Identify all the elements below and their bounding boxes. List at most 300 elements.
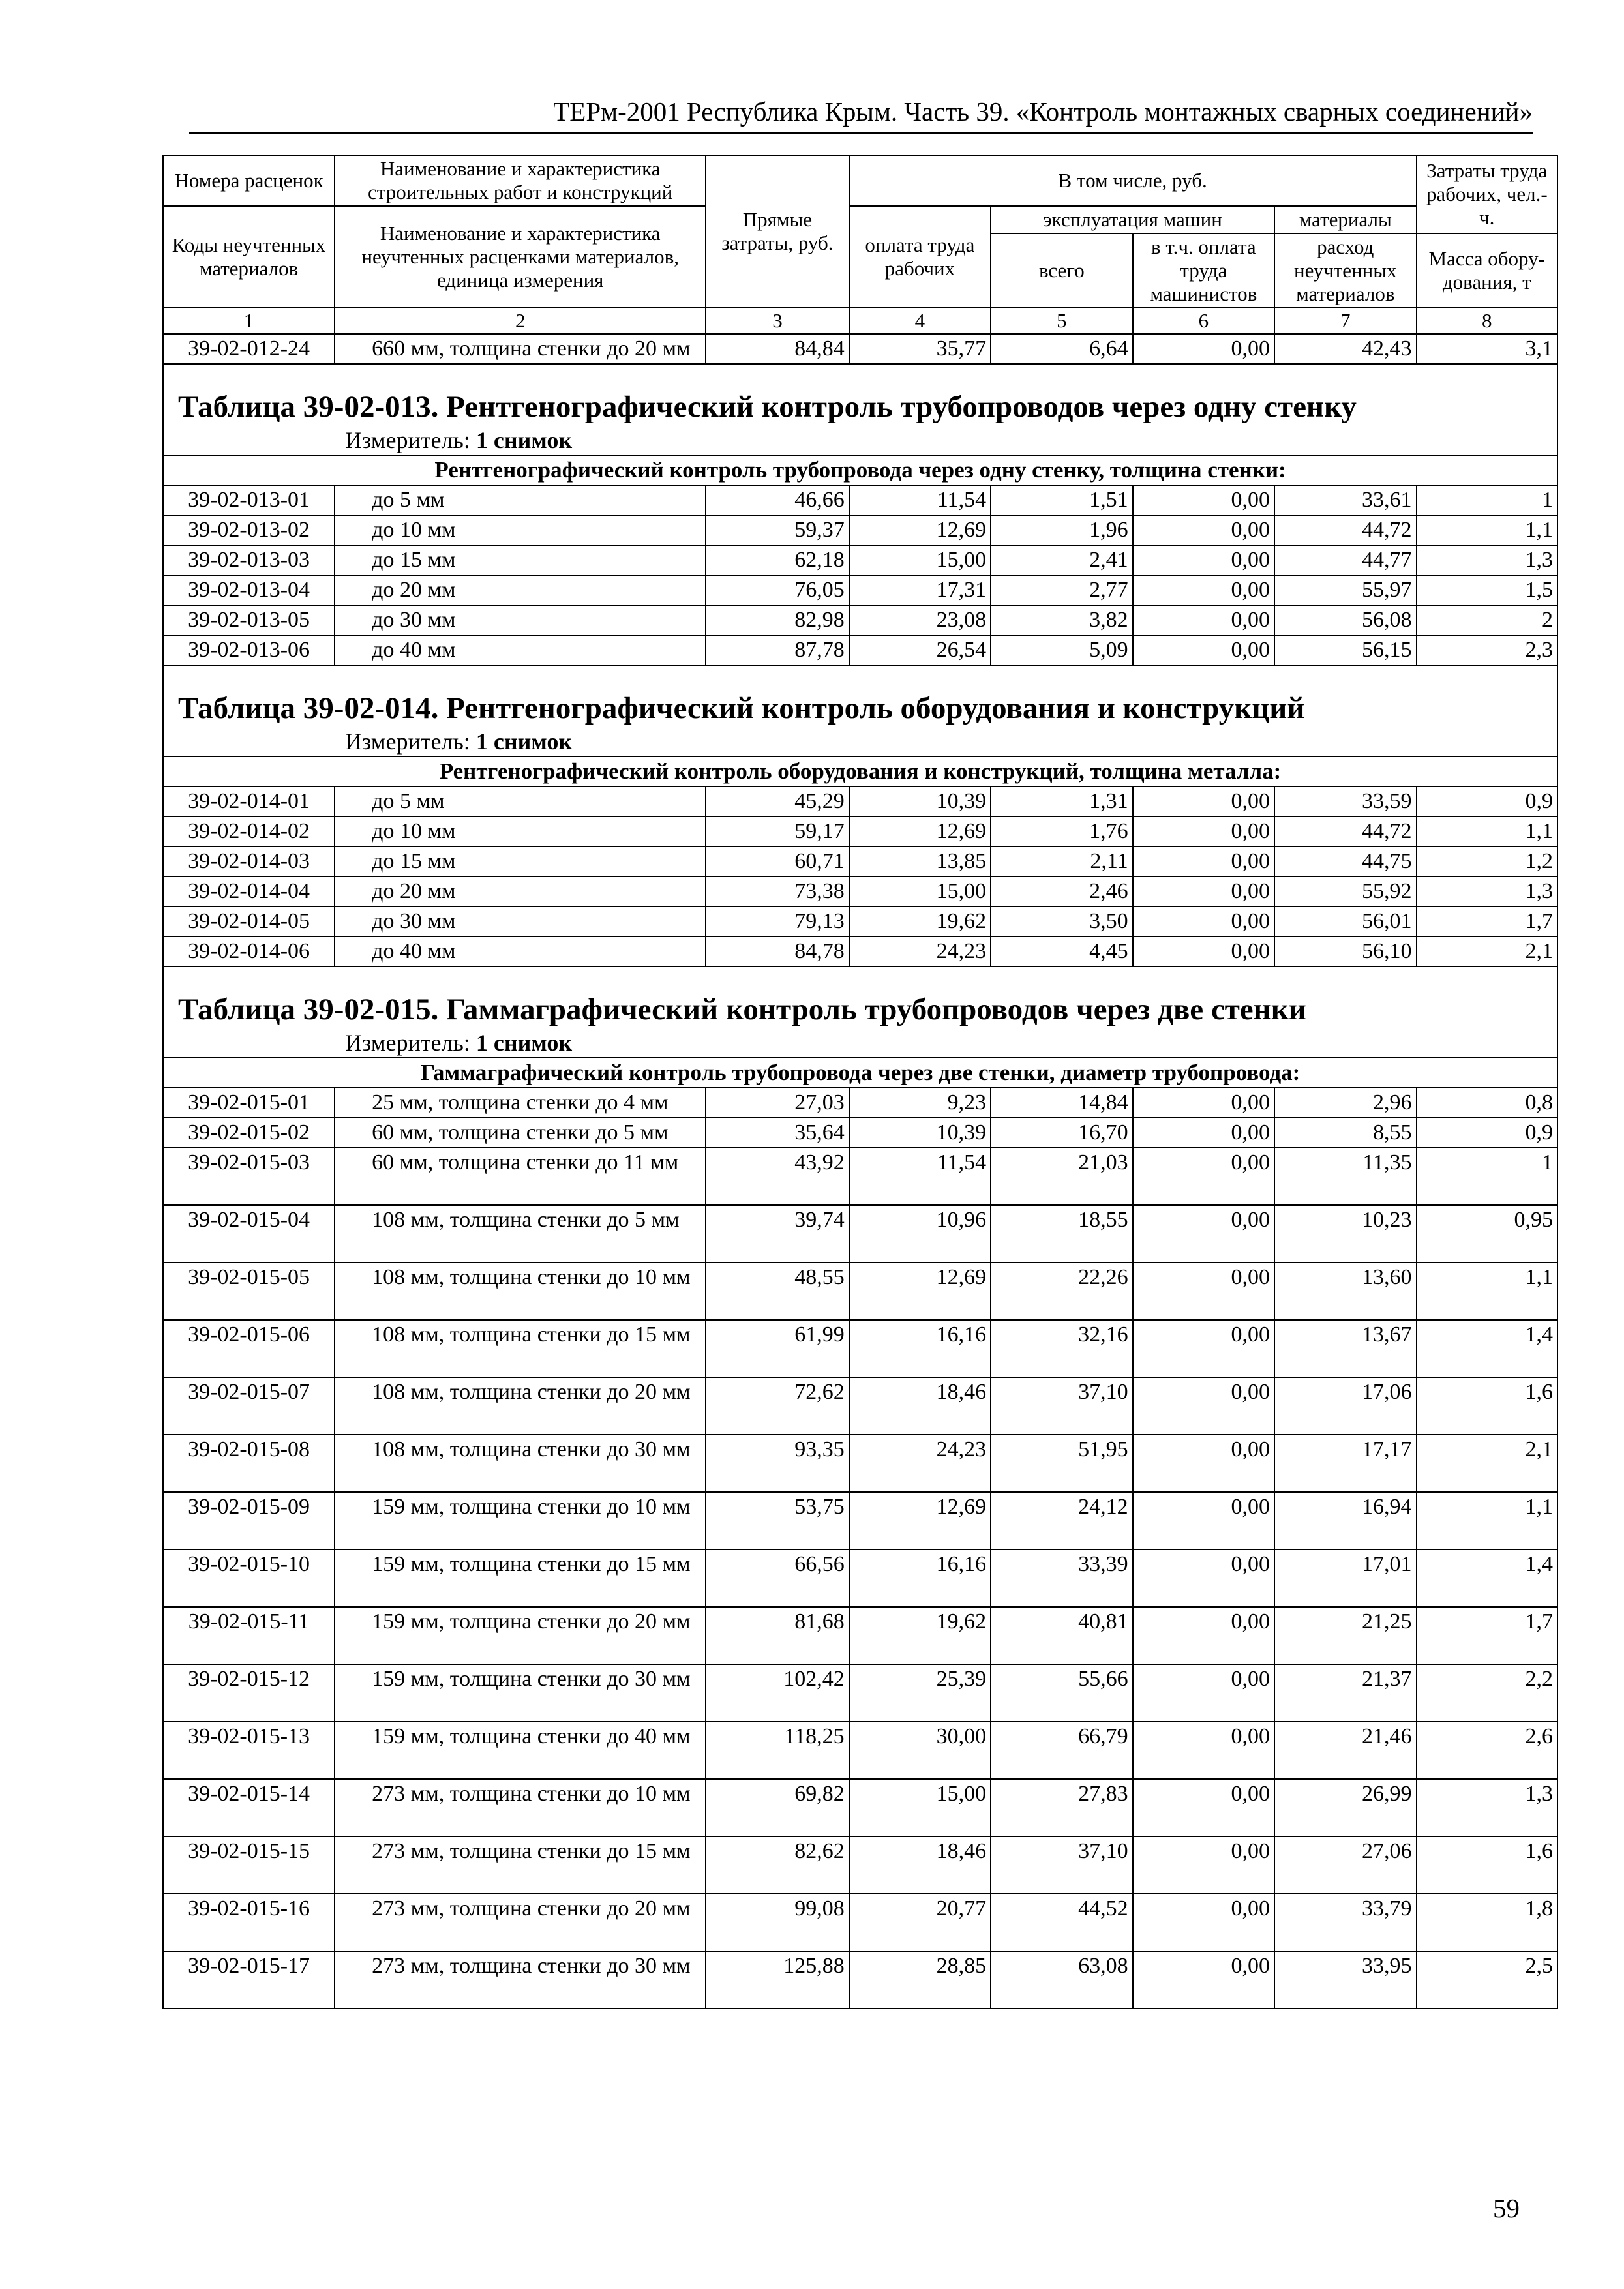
rate-name: 660 мм, толщина стенки до 20 мм <box>335 334 706 364</box>
direct-cost: 84,84 <box>706 334 849 364</box>
table-row <box>163 1549 1557 1607</box>
direct-cost: 48,55 <box>706 1263 849 1320</box>
table-row <box>163 1263 1557 1320</box>
machines-total: 33,39 <box>991 1549 1132 1607</box>
col-num: 5 <box>991 308 1132 334</box>
table-row <box>163 1320 1557 1377</box>
labor-pay: 13,85 <box>849 846 991 876</box>
labor-hours: 1 <box>1417 485 1557 515</box>
materials: 2,96 <box>1274 1088 1416 1118</box>
labor-hours: 2 <box>1417 605 1557 635</box>
machines-operators: 0,00 <box>1133 1664 1274 1722</box>
labor-hours: 2,1 <box>1417 1435 1557 1492</box>
machines-operators: 0,00 <box>1133 876 1274 906</box>
materials: 17,01 <box>1274 1549 1416 1607</box>
labor-hours: 2,2 <box>1417 1664 1557 1722</box>
section-title-row <box>163 985 1557 1028</box>
col-materials: материалы <box>1274 206 1416 233</box>
materials: 44,77 <box>1274 545 1416 575</box>
machines-operators: 0,00 <box>1133 1722 1274 1779</box>
labor-hours: 1,8 <box>1417 1894 1557 1951</box>
rate-code: 39-02-013-04 <box>163 575 335 605</box>
materials: 27,06 <box>1274 1836 1416 1894</box>
table-row <box>163 1205 1557 1263</box>
table-row <box>163 605 1557 635</box>
direct-cost: 99,08 <box>706 1894 849 1951</box>
machines-operators: 0,00 <box>1133 1435 1274 1492</box>
machines-total: 22,26 <box>991 1263 1132 1320</box>
page-number: 59 <box>1493 2193 1520 2223</box>
rate-code: 39-02-014-06 <box>163 936 335 966</box>
machines-total: 1,96 <box>991 515 1132 545</box>
col-name-top: Наименование и характеристика строительных работ и конструкций <box>335 155 706 206</box>
rate-name: 159 мм, толщина стенки до 20 мм <box>335 1607 706 1664</box>
machines-total: 27,83 <box>991 1779 1132 1836</box>
direct-cost: 118,25 <box>706 1722 849 1779</box>
measure-cell <box>163 1028 1557 1058</box>
labor-pay: 10,96 <box>849 1205 991 1263</box>
direct-cost: 76,05 <box>706 575 849 605</box>
materials: 21,37 <box>1274 1664 1416 1722</box>
table-row <box>163 1722 1557 1779</box>
machines-total: 40,81 <box>991 1607 1132 1664</box>
labor-pay: 17,31 <box>849 575 991 605</box>
table-row <box>163 846 1557 876</box>
table-row <box>163 545 1557 575</box>
rate-code: 39-02-014-05 <box>163 906 335 936</box>
col-name-bottom: Наименование и характеристика неучтенных расценками материалов, единица измерения <box>335 206 706 308</box>
labor-hours: 1,4 <box>1417 1549 1557 1607</box>
labor-pay: 15,00 <box>849 545 991 575</box>
section-title-row <box>163 684 1557 727</box>
rate-name: 273 мм, толщина стенки до 30 мм <box>335 1951 706 2009</box>
labor-hours: 2,6 <box>1417 1722 1557 1779</box>
machines-operators: 0,00 <box>1133 334 1274 364</box>
col-labor-pay: оплата труда рабочих <box>849 206 991 308</box>
labor-pay: 18,46 <box>849 1377 991 1435</box>
labor-pay: 10,39 <box>849 786 991 816</box>
rate-name: 273 мм, толщина стенки до 15 мм <box>335 1836 706 1894</box>
section-subtitle: Гаммаграфический контроль трубопровода через две стенки, диаметр трубопровода: <box>163 1058 1557 1088</box>
column-numbers-row <box>163 308 1557 334</box>
materials: 56,15 <box>1274 635 1416 665</box>
machines-total: 2,46 <box>991 876 1132 906</box>
table-row <box>163 485 1557 515</box>
materials: 8,55 <box>1274 1118 1416 1148</box>
direct-cost: 53,75 <box>706 1492 849 1549</box>
measure-cell <box>163 426 1557 455</box>
machines-operators: 0,00 <box>1133 1779 1274 1836</box>
machines-operators: 0,00 <box>1133 1205 1274 1263</box>
labor-hours: 1,3 <box>1417 545 1557 575</box>
rate-name: 273 мм, толщина стенки до 10 мм <box>335 1779 706 1836</box>
machines-total: 24,12 <box>991 1492 1132 1549</box>
rate-name: до 40 мм <box>335 635 706 665</box>
direct-cost: 45,29 <box>706 786 849 816</box>
rate-name: до 5 мм <box>335 786 706 816</box>
direct-cost: 102,42 <box>706 1664 849 1722</box>
labor-hours: 0,9 <box>1417 786 1557 816</box>
machines-operators: 0,00 <box>1133 515 1274 545</box>
labor-pay: 11,54 <box>849 485 991 515</box>
rate-code: 39-02-015-04 <box>163 1205 335 1263</box>
rate-name: 108 мм, толщина стенки до 10 мм <box>335 1263 706 1320</box>
rate-name: 108 мм, толщина стенки до 5 мм <box>335 1205 706 1263</box>
direct-cost: 61,99 <box>706 1320 849 1377</box>
rate-code: 39-02-015-03 <box>163 1148 335 1205</box>
machines-operators: 0,00 <box>1133 846 1274 876</box>
direct-cost: 93,35 <box>706 1435 849 1492</box>
materials: 11,35 <box>1274 1148 1416 1205</box>
materials: 17,17 <box>1274 1435 1416 1492</box>
rate-code: 39-02-015-12 <box>163 1664 335 1722</box>
machines-total: 5,09 <box>991 635 1132 665</box>
machines-operators: 0,00 <box>1133 1118 1274 1148</box>
materials: 33,95 <box>1274 1951 1416 2009</box>
materials: 10,23 <box>1274 1205 1416 1263</box>
col-num: 4 <box>849 308 991 334</box>
labor-hours: 0,9 <box>1417 1118 1557 1148</box>
gap-cell <box>163 966 1557 985</box>
materials: 56,01 <box>1274 906 1416 936</box>
machines-operators: 0,00 <box>1133 605 1274 635</box>
labor-pay: 12,69 <box>849 816 991 846</box>
labor-hours: 2,5 <box>1417 1951 1557 2009</box>
machines-operators: 0,00 <box>1133 936 1274 966</box>
measure-row <box>163 1028 1557 1058</box>
materials: 13,60 <box>1274 1263 1416 1320</box>
machines-total: 44,52 <box>991 1894 1132 1951</box>
labor-hours: 1,2 <box>1417 846 1557 876</box>
rate-code: 39-02-015-14 <box>163 1779 335 1836</box>
col-mass: Масса обору-дования, т <box>1417 233 1557 308</box>
direct-cost: 82,62 <box>706 1836 849 1894</box>
direct-cost: 39,74 <box>706 1205 849 1263</box>
labor-pay: 26,54 <box>849 635 991 665</box>
direct-cost: 27,03 <box>706 1088 849 1118</box>
machines-operators: 0,00 <box>1133 635 1274 665</box>
machines-total: 55,66 <box>991 1664 1132 1722</box>
labor-pay: 12,69 <box>849 515 991 545</box>
rate-name: 25 мм, толщина стенки до 4 мм <box>335 1088 706 1118</box>
rate-name: до 10 мм <box>335 515 706 545</box>
rate-code: 39-02-015-05 <box>163 1263 335 1320</box>
materials: 13,67 <box>1274 1320 1416 1377</box>
materials: 33,61 <box>1274 485 1416 515</box>
labor-pay: 24,23 <box>849 936 991 966</box>
labor-hours: 1,7 <box>1417 1607 1557 1664</box>
rate-name: 159 мм, толщина стенки до 10 мм <box>335 1492 706 1549</box>
table-row <box>163 1435 1557 1492</box>
rates-table <box>162 155 1558 2009</box>
col-direct: Прямые затраты, руб. <box>706 155 849 308</box>
rate-name: 60 мм, толщина стенки до 5 мм <box>335 1118 706 1148</box>
materials: 26,99 <box>1274 1779 1416 1836</box>
section-title: Таблица 39-02-014. Рентгенографический контроль оборудования и конструкций <box>163 684 1557 727</box>
table-row <box>163 1377 1557 1435</box>
machines-total: 18,55 <box>991 1205 1132 1263</box>
machines-operators: 0,00 <box>1133 816 1274 846</box>
labor-hours: 1,1 <box>1417 816 1557 846</box>
labor-hours: 1,6 <box>1417 1377 1557 1435</box>
labor-hours: 2,1 <box>1417 936 1557 966</box>
rate-code: 39-02-015-06 <box>163 1320 335 1377</box>
labor-pay: 19,62 <box>849 1607 991 1664</box>
rate-code: 39-02-015-08 <box>163 1435 335 1492</box>
labor-pay: 15,00 <box>849 1779 991 1836</box>
labor-hours: 1,6 <box>1417 1836 1557 1894</box>
materials: 56,10 <box>1274 936 1416 966</box>
col-num: 8 <box>1417 308 1557 334</box>
machines-operators: 0,00 <box>1133 575 1274 605</box>
section-subtitle-row <box>163 1058 1557 1088</box>
col-num: 2 <box>335 308 706 334</box>
rate-code: 39-02-015-16 <box>163 1894 335 1951</box>
machines-total: 37,10 <box>991 1377 1132 1435</box>
section-gap <box>163 364 1557 383</box>
rate-name: до 30 мм <box>335 906 706 936</box>
labor-pay: 35,77 <box>849 334 991 364</box>
labor-pay: 19,62 <box>849 906 991 936</box>
rate-name: до 15 мм <box>335 846 706 876</box>
direct-cost: 60,71 <box>706 846 849 876</box>
machines-operators: 0,00 <box>1133 1951 1274 2009</box>
machines-operators: 0,00 <box>1133 1549 1274 1607</box>
machines-total: 16,70 <box>991 1118 1132 1148</box>
section-title-row <box>163 383 1557 426</box>
table-row <box>163 635 1557 665</box>
rate-code: 39-02-015-11 <box>163 1607 335 1664</box>
machines-operators: 0,00 <box>1133 906 1274 936</box>
machines-operators: 0,00 <box>1133 1836 1274 1894</box>
col-code-top: Номера расценок <box>163 155 335 206</box>
section-subtitle-row <box>163 756 1557 786</box>
materials: 55,97 <box>1274 575 1416 605</box>
table-row <box>163 515 1557 545</box>
direct-cost: 87,78 <box>706 635 849 665</box>
materials: 33,79 <box>1274 1894 1416 1951</box>
machines-total: 1,51 <box>991 485 1132 515</box>
table-row <box>163 1836 1557 1894</box>
direct-cost: 69,82 <box>706 1779 849 1836</box>
labor-pay: 18,46 <box>849 1836 991 1894</box>
labor-pay: 16,16 <box>849 1320 991 1377</box>
direct-cost: 43,92 <box>706 1148 849 1205</box>
materials: 33,59 <box>1274 786 1416 816</box>
section-subtitle-row <box>163 455 1557 485</box>
rate-code: 39-02-015-13 <box>163 1722 335 1779</box>
labor-pay: 24,23 <box>849 1435 991 1492</box>
direct-cost: 66,56 <box>706 1549 849 1607</box>
table-row <box>163 1607 1557 1664</box>
rate-code: 39-02-012-24 <box>163 334 335 364</box>
rate-code: 39-02-014-01 <box>163 786 335 816</box>
measure-value: 1 снимок <box>475 427 573 453</box>
rate-code: 39-02-015-02 <box>163 1118 335 1148</box>
machines-operators: 0,00 <box>1133 1263 1274 1320</box>
rate-name: до 15 мм <box>335 545 706 575</box>
table-row <box>163 1894 1557 1951</box>
table-row <box>163 1951 1557 2009</box>
machines-operators: 0,00 <box>1133 786 1274 816</box>
direct-cost: 81,68 <box>706 1607 849 1664</box>
labor-hours: 1,3 <box>1417 876 1557 906</box>
materials: 44,72 <box>1274 816 1416 846</box>
labor-pay: 11,54 <box>849 1148 991 1205</box>
direct-cost: 59,17 <box>706 816 849 846</box>
direct-cost: 82,98 <box>706 605 849 635</box>
labor-pay: 9,23 <box>849 1088 991 1118</box>
measure-value: 1 снимок <box>475 1030 573 1056</box>
labor-pay: 30,00 <box>849 1722 991 1779</box>
rate-code: 39-02-013-06 <box>163 635 335 665</box>
rate-name: 159 мм, толщина стенки до 40 мм <box>335 1722 706 1779</box>
labor-pay: 23,08 <box>849 605 991 635</box>
measure-label: Измеритель: <box>345 728 470 755</box>
machines-total: 32,16 <box>991 1320 1132 1377</box>
table-row <box>163 786 1557 816</box>
table-row <box>163 1779 1557 1836</box>
rate-name: до 10 мм <box>335 816 706 846</box>
direct-cost: 84,78 <box>706 936 849 966</box>
rate-code: 39-02-013-03 <box>163 545 335 575</box>
machines-total: 2,41 <box>991 545 1132 575</box>
materials: 21,25 <box>1274 1607 1416 1664</box>
rate-name: до 20 мм <box>335 876 706 906</box>
section-subtitle: Рентгенографический контроль оборудования и конструкций, толщина металла: <box>163 756 1557 786</box>
section-title: Таблица 39-02-013. Рентгенографический контроль трубопроводов через одну стенку <box>163 383 1557 426</box>
machines-operators: 0,00 <box>1133 1088 1274 1118</box>
table-row <box>163 1492 1557 1549</box>
machines-total: 21,03 <box>991 1148 1132 1205</box>
gap-cell <box>163 364 1557 383</box>
labor-hours: 0,95 <box>1417 1205 1557 1263</box>
col-materials-unacc: расход неучтенных материалов <box>1274 233 1416 308</box>
table-row <box>163 876 1557 906</box>
measure-label: Измеритель: <box>345 427 470 453</box>
rate-name: до 5 мм <box>335 485 706 515</box>
machines-total: 6,64 <box>991 334 1132 364</box>
machines-total: 14,84 <box>991 1088 1132 1118</box>
rate-name: 108 мм, толщина стенки до 30 мм <box>335 1435 706 1492</box>
table-row <box>163 1664 1557 1722</box>
rate-name: 159 мм, толщина стенки до 30 мм <box>335 1664 706 1722</box>
page-header: ТЕРм-2001 Республика Крым. Часть 39. «Контроль монтажных сварных соединений» <box>189 95 1533 134</box>
table-row <box>163 1118 1557 1148</box>
materials: 56,08 <box>1274 605 1416 635</box>
col-machines-total: всего <box>991 233 1132 308</box>
machines-total: 3,50 <box>991 906 1132 936</box>
rate-code: 39-02-013-02 <box>163 515 335 545</box>
rate-name: 273 мм, толщина стенки до 20 мм <box>335 1894 706 1951</box>
rate-code: 39-02-015-10 <box>163 1549 335 1607</box>
labor-hours: 1,7 <box>1417 906 1557 936</box>
direct-cost: 46,66 <box>706 485 849 515</box>
section-gap <box>163 966 1557 985</box>
materials: 55,92 <box>1274 876 1416 906</box>
col-code-bottom: Коды неучтенных материалов <box>163 206 335 308</box>
rate-name: 108 мм, толщина стенки до 20 мм <box>335 1377 706 1435</box>
table-row <box>163 816 1557 846</box>
rate-name: 159 мм, толщина стенки до 15 мм <box>335 1549 706 1607</box>
rate-name: 108 мм, толщина стенки до 15 мм <box>335 1320 706 1377</box>
machines-operators: 0,00 <box>1133 1894 1274 1951</box>
labor-hours: 3,1 <box>1417 334 1557 364</box>
rate-code: 39-02-014-03 <box>163 846 335 876</box>
table-row <box>163 936 1557 966</box>
measure-row <box>163 426 1557 455</box>
col-num: 3 <box>706 308 849 334</box>
machines-operators: 0,00 <box>1133 1607 1274 1664</box>
measure-row <box>163 727 1557 756</box>
machines-total: 51,95 <box>991 1435 1132 1492</box>
direct-cost: 125,88 <box>706 1951 849 2009</box>
measure-value: 1 снимок <box>475 728 573 755</box>
machines-operators: 0,00 <box>1133 545 1274 575</box>
table-row <box>163 1088 1557 1118</box>
direct-cost: 72,62 <box>706 1377 849 1435</box>
measure-label: Измеритель: <box>345 1030 470 1056</box>
machines-total: 4,45 <box>991 936 1132 966</box>
table-row <box>163 906 1557 936</box>
col-machines-incl: в т.ч. оплата труда машинистов <box>1133 233 1274 308</box>
machines-total: 66,79 <box>991 1722 1132 1779</box>
machines-total: 2,77 <box>991 575 1132 605</box>
gap-cell <box>163 665 1557 684</box>
rate-code: 39-02-013-01 <box>163 485 335 515</box>
col-labor-cost: Затраты труда рабочих, чел.-ч. <box>1417 155 1557 233</box>
rate-code: 39-02-014-02 <box>163 816 335 846</box>
table-row <box>163 334 1557 364</box>
machines-total: 63,08 <box>991 1951 1132 2009</box>
labor-hours: 1,1 <box>1417 515 1557 545</box>
labor-pay: 10,39 <box>849 1118 991 1148</box>
rate-code: 39-02-014-04 <box>163 876 335 906</box>
labor-pay: 20,77 <box>849 1894 991 1951</box>
machines-operators: 0,00 <box>1133 1320 1274 1377</box>
col-incl: В том числе, руб. <box>849 155 1417 206</box>
labor-hours: 0,8 <box>1417 1088 1557 1118</box>
labor-hours: 1,5 <box>1417 575 1557 605</box>
direct-cost: 73,38 <box>706 876 849 906</box>
labor-pay: 12,69 <box>849 1492 991 1549</box>
rate-code: 39-02-015-17 <box>163 1951 335 2009</box>
table-row <box>163 575 1557 605</box>
labor-hours: 1 <box>1417 1148 1557 1205</box>
machines-total: 37,10 <box>991 1836 1132 1894</box>
section-subtitle: Рентгенографический контроль трубопровода через одну стенку, толщина стенки: <box>163 455 1557 485</box>
rate-name: 60 мм, толщина стенки до 11 мм <box>335 1148 706 1205</box>
labor-pay: 16,16 <box>849 1549 991 1607</box>
materials: 44,75 <box>1274 846 1416 876</box>
direct-cost: 35,64 <box>706 1118 849 1148</box>
labor-hours: 1,3 <box>1417 1779 1557 1836</box>
labor-hours: 1,4 <box>1417 1320 1557 1377</box>
measure-cell <box>163 727 1557 756</box>
col-num: 1 <box>163 308 335 334</box>
machines-operators: 0,00 <box>1133 1377 1274 1435</box>
machines-total: 1,76 <box>991 816 1132 846</box>
materials: 21,46 <box>1274 1722 1416 1779</box>
rate-code: 39-02-015-07 <box>163 1377 335 1435</box>
rate-code: 39-02-015-01 <box>163 1088 335 1118</box>
materials: 16,94 <box>1274 1492 1416 1549</box>
labor-pay: 28,85 <box>849 1951 991 2009</box>
labor-pay: 25,39 <box>849 1664 991 1722</box>
materials: 44,72 <box>1274 515 1416 545</box>
rate-name: до 40 мм <box>335 936 706 966</box>
labor-hours: 2,3 <box>1417 635 1557 665</box>
